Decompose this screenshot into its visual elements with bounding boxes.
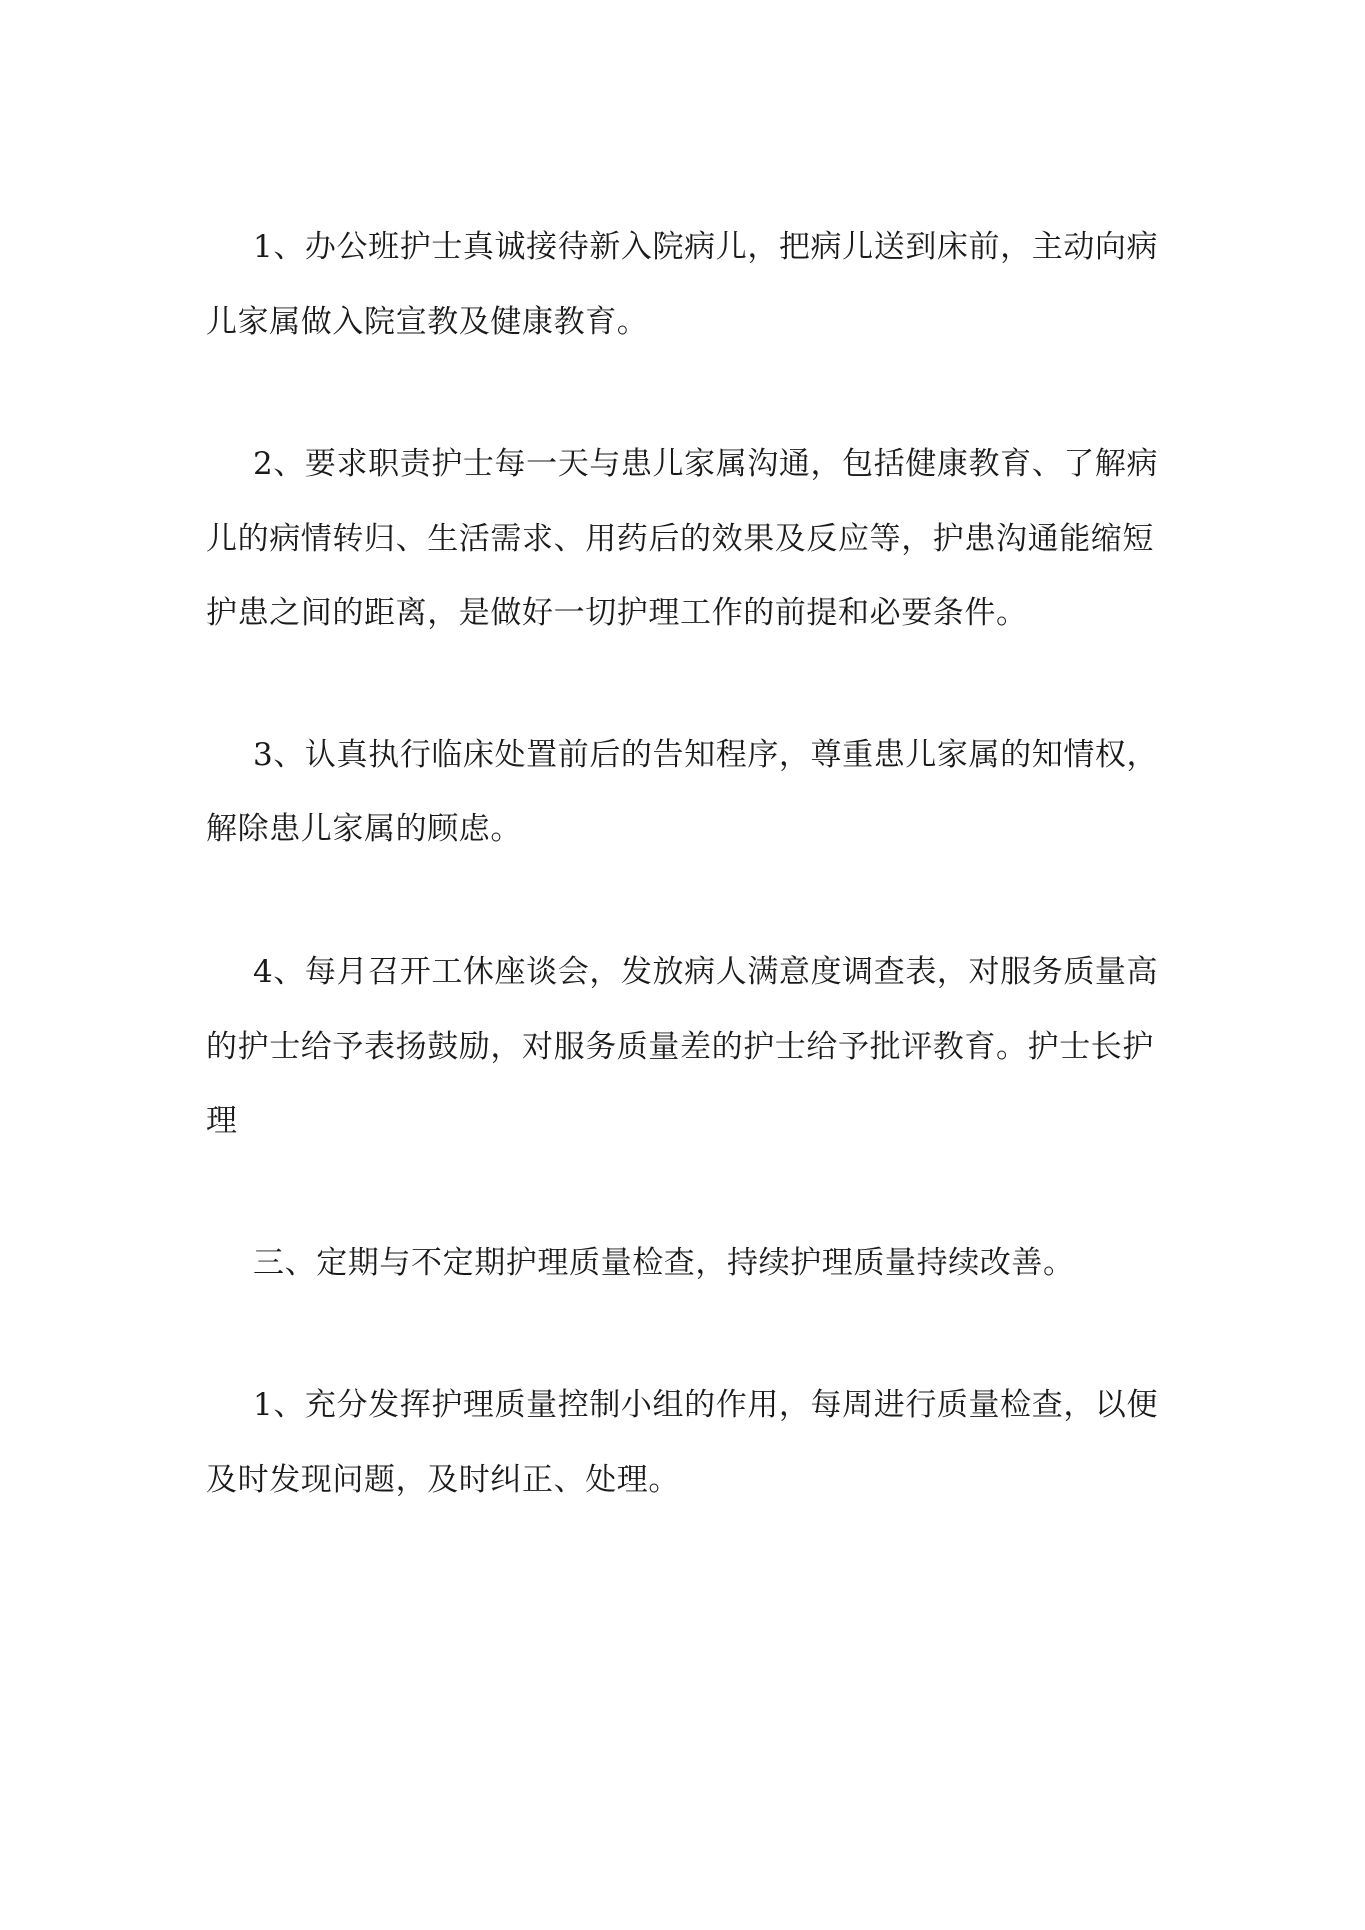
paragraph-3-line-2: 解除患儿家属的顾虑。	[206, 811, 522, 847]
paragraph-3-line-1: 3、认真执行临床处置前后的告知程序，尊重患儿家属的知情权，	[253, 737, 1159, 773]
paragraph-4-line-3: 理	[206, 1103, 238, 1139]
paragraph-2-line-2: 儿的病情转归、生活需求、用药后的效果及反应等，护患沟通能缩短	[206, 521, 1154, 557]
paragraph-2-line-3: 护患之间的距离，是做好一切护理工作的前提和必要条件。	[206, 595, 1028, 631]
paragraph-1-line-1: 1、办公班护士真诚接待新入院病儿，把病儿送到床前，主动向病	[253, 229, 1159, 265]
paragraph-5-line-2: 及时发现问题，及时纠正、处理。	[206, 1462, 680, 1498]
paragraph-1-line-2: 儿家属做入院宣教及健康教育。	[206, 304, 649, 340]
section-heading-3: 三、定期与不定期护理质量检查，持续护理质量持续改善。	[253, 1245, 1075, 1281]
paragraph-5-line-1: 1、充分发挥护理质量控制小组的作用，每周进行质量检查，以便	[253, 1387, 1159, 1423]
paragraph-2-line-1: 2、要求职责护士每一天与患儿家属沟通，包括健康教育、了解病	[253, 446, 1159, 482]
paragraph-4-line-2: 的护士给予表扬鼓励，对服务质量差的护士给予批评教育。护士长护	[206, 1029, 1154, 1065]
paragraph-4-line-1: 4、每月召开工休座谈会，发放病人满意度调查表，对服务质量高	[253, 954, 1159, 990]
